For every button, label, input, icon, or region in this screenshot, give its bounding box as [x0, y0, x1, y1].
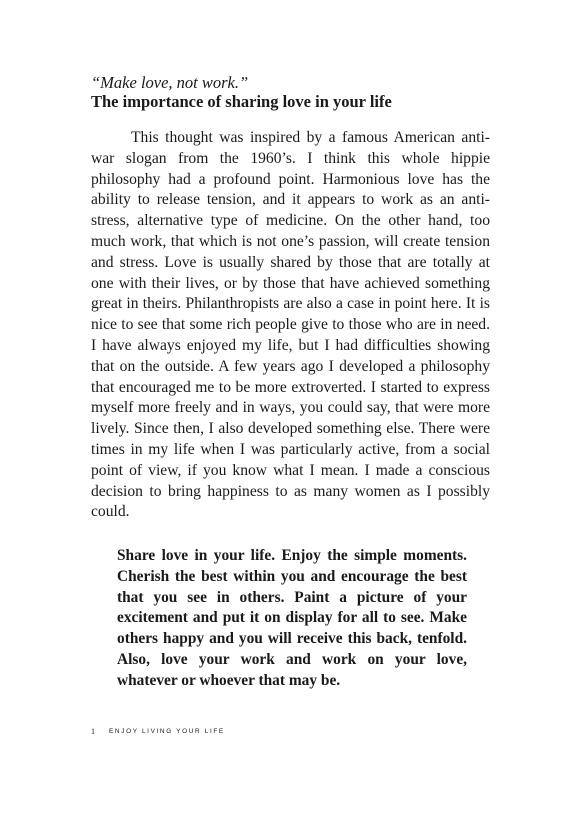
quote-title: “Make love, not work.”: [91, 73, 249, 92]
callout-paragraph: Share love in your life. Enjoy the simple moments. Cherish the best within you and encourage the best that you see in others. Paint a picture of your excitement and put it on display for all to see. Make others happy and you will receive this back, tenfold. Also, love your work and work on your love, whatever or whoever that may be.: [117, 547, 467, 689]
page-number: 1: [91, 727, 95, 736]
body-text: This thought was inspired by a famous American anti-war slogan from the 1960’s. I think this whole hippie philosophy had a profound point. Harmonious love has the ability to release tension, and it appears to work as an anti-stress, alternative type of medicine. On the other hand, too much work, that which is not one’s passion, will create tension and stress. Love is usually shared by those that are totally at one with their lives, or by those that have achieved something great in theirs. Philanthropists are also a case in point here. It is nice to see that some rich people give to those who are in need. I have always enjoyed my life, but I had difficulties showing that on the outside. A few years ago I developed a philosophy that encouraged me to be more extroverted. I started to express myself more freely and in ways, you could say, that were more lively. Since then, I also developed something else. There were times in my life when I was particularly active, from a social point of view, if you know what I mean. I made a conscious decision to bring happiness to as many women as I possibly could.: [91, 129, 490, 521]
running-title: ENJOY LIVING YOUR LIFE: [109, 728, 225, 735]
page-footer: [91, 727, 225, 736]
body-paragraph: [91, 128, 490, 523]
section-heading: The importance of sharing love in your life: [91, 92, 392, 111]
